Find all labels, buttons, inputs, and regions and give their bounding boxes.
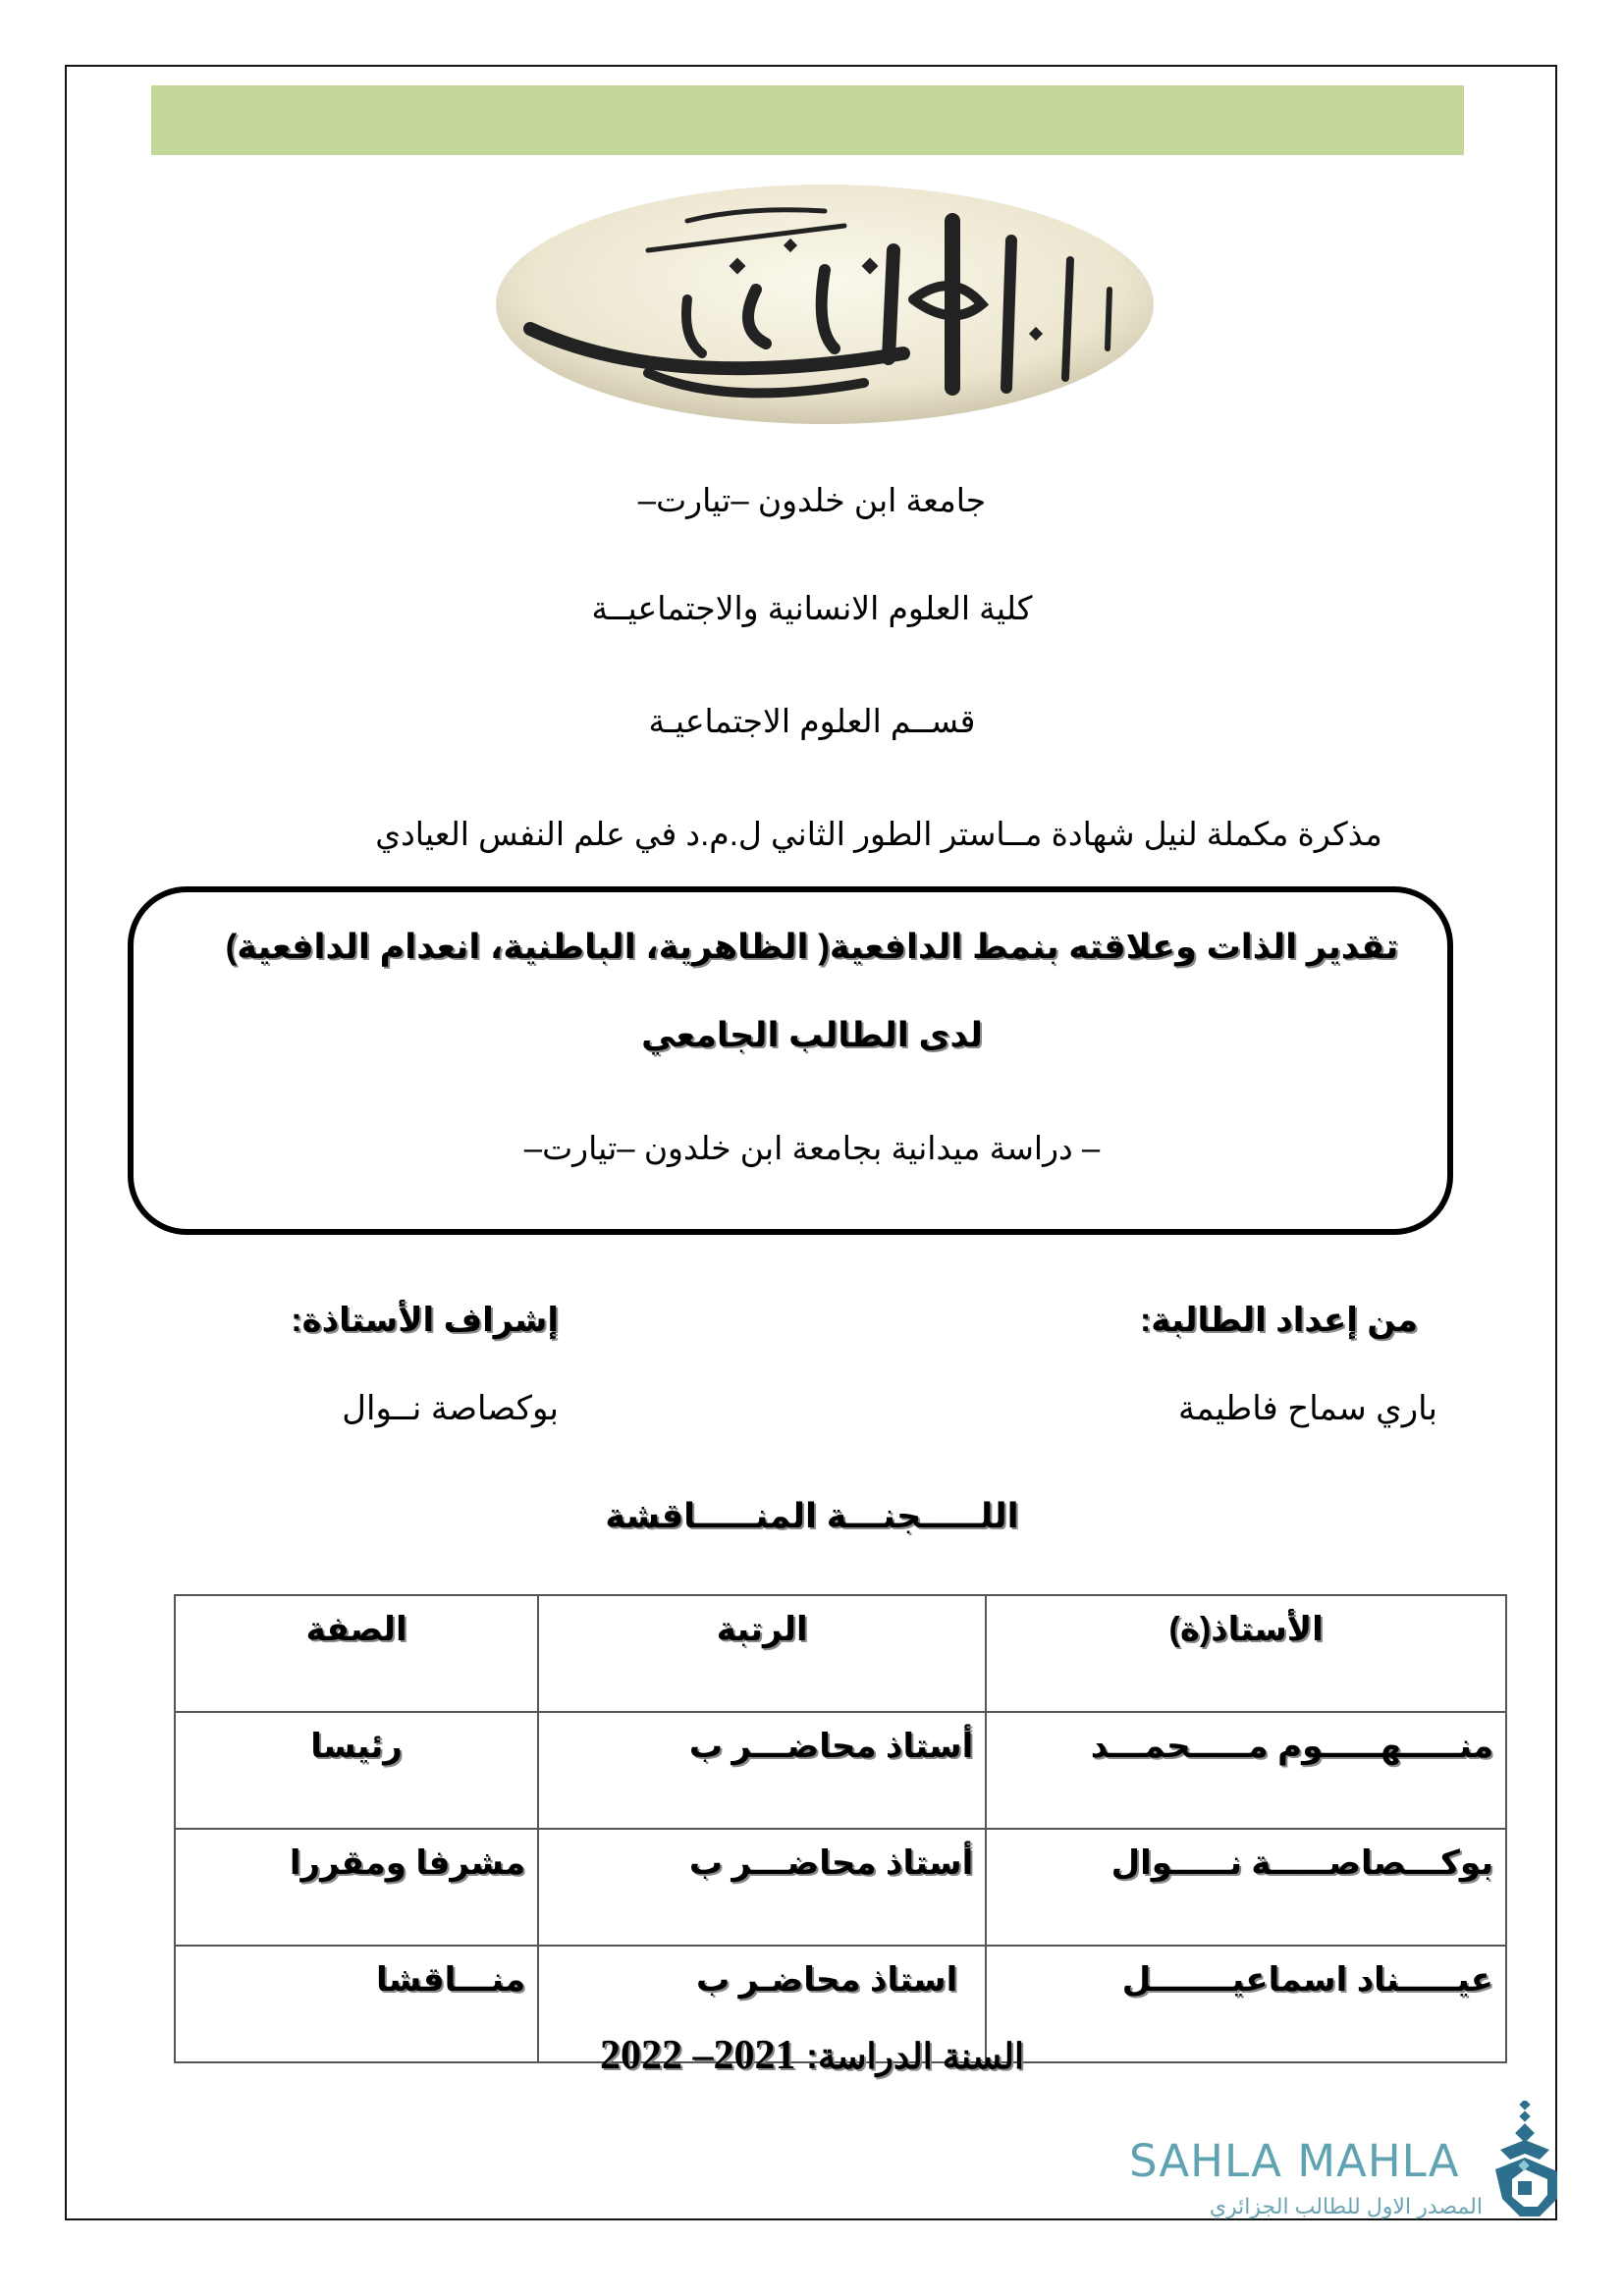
university-logo bbox=[491, 182, 1159, 427]
academic-year bbox=[0, 2032, 1624, 2079]
member-rank: أستاذ محاضـــر ب bbox=[538, 1712, 986, 1829]
watermark-brand: SAHLA MAHLA bbox=[1129, 2135, 1460, 2187]
header-band bbox=[151, 85, 1464, 155]
member-name: بوكـــصاصـــــة نـــــوال bbox=[986, 1829, 1506, 1946]
university-name: جامعة ابن خلدون –تيارت– bbox=[637, 482, 987, 518]
table-header-row bbox=[175, 1595, 1506, 1712]
supervisor-label: إشراف الأستاذة: bbox=[291, 1302, 559, 1339]
memo-description: مذكرة مكملة لنيل شهادة مــاستر الطور الثاني ل.م.د في علم النفس العيادي bbox=[375, 816, 1382, 852]
header-professor: الأستاذ(ة) bbox=[986, 1595, 1506, 1712]
member-rank: استاذ محاضـر ب bbox=[538, 1946, 986, 2062]
faculty-name: كلية العلوم الانسانية والاجتماعيــة bbox=[591, 590, 1033, 626]
member-name: عيـــــناد اسماعيـــــــل bbox=[986, 1946, 1506, 2062]
student-name: باري سماح فاطيمة bbox=[1177, 1390, 1437, 1427]
thesis-title-line2: لدى الطالب الجامعي bbox=[641, 1016, 983, 1054]
watermark-tagline: المصدر الاول للطالب الجزائري bbox=[1209, 2194, 1483, 2218]
thesis-title-line1: تقدير الذات وعلاقته بنمط الدافعية( الظاهرية، الباطنية، انعدام الدافعية) bbox=[225, 928, 1399, 966]
member-role: منـــاقشا bbox=[175, 1946, 538, 2062]
department-name: قســم العلوم الاجتماعيـة bbox=[648, 703, 976, 739]
header-role: الصفة bbox=[175, 1595, 538, 1712]
thesis-subtitle: – دراسة ميدانية بجامعة ابن خلدون –تيارت– bbox=[523, 1130, 1101, 1166]
committee-title: اللـــــجنـــة المنـــــاقشة bbox=[605, 1497, 1019, 1535]
academic-year-label: السنة الدراسة: bbox=[806, 2036, 1024, 2076]
student-label: من إعداد الطالبة: bbox=[1139, 1302, 1418, 1339]
table-row bbox=[175, 1829, 1506, 1946]
table-row bbox=[175, 1712, 1506, 1829]
member-rank: أستاذ محاضـــر ب bbox=[538, 1829, 986, 1946]
header-rank: الرتبة bbox=[538, 1595, 986, 1712]
member-role: مشرفا ومقررا bbox=[175, 1829, 538, 1946]
sahla-logo-icon bbox=[1490, 2101, 1561, 2223]
member-name: منـــــهـــــوم مـــــحمـــد bbox=[986, 1712, 1506, 1829]
member-role: رئيسا bbox=[175, 1712, 538, 1829]
supervisor-name: بوكصاصة نــوال bbox=[342, 1390, 559, 1427]
academic-year-value: 2021– 2022 bbox=[600, 2033, 796, 2078]
committee-table bbox=[174, 1594, 1507, 2063]
sahla-mahla-watermark bbox=[1129, 2135, 1561, 2223]
